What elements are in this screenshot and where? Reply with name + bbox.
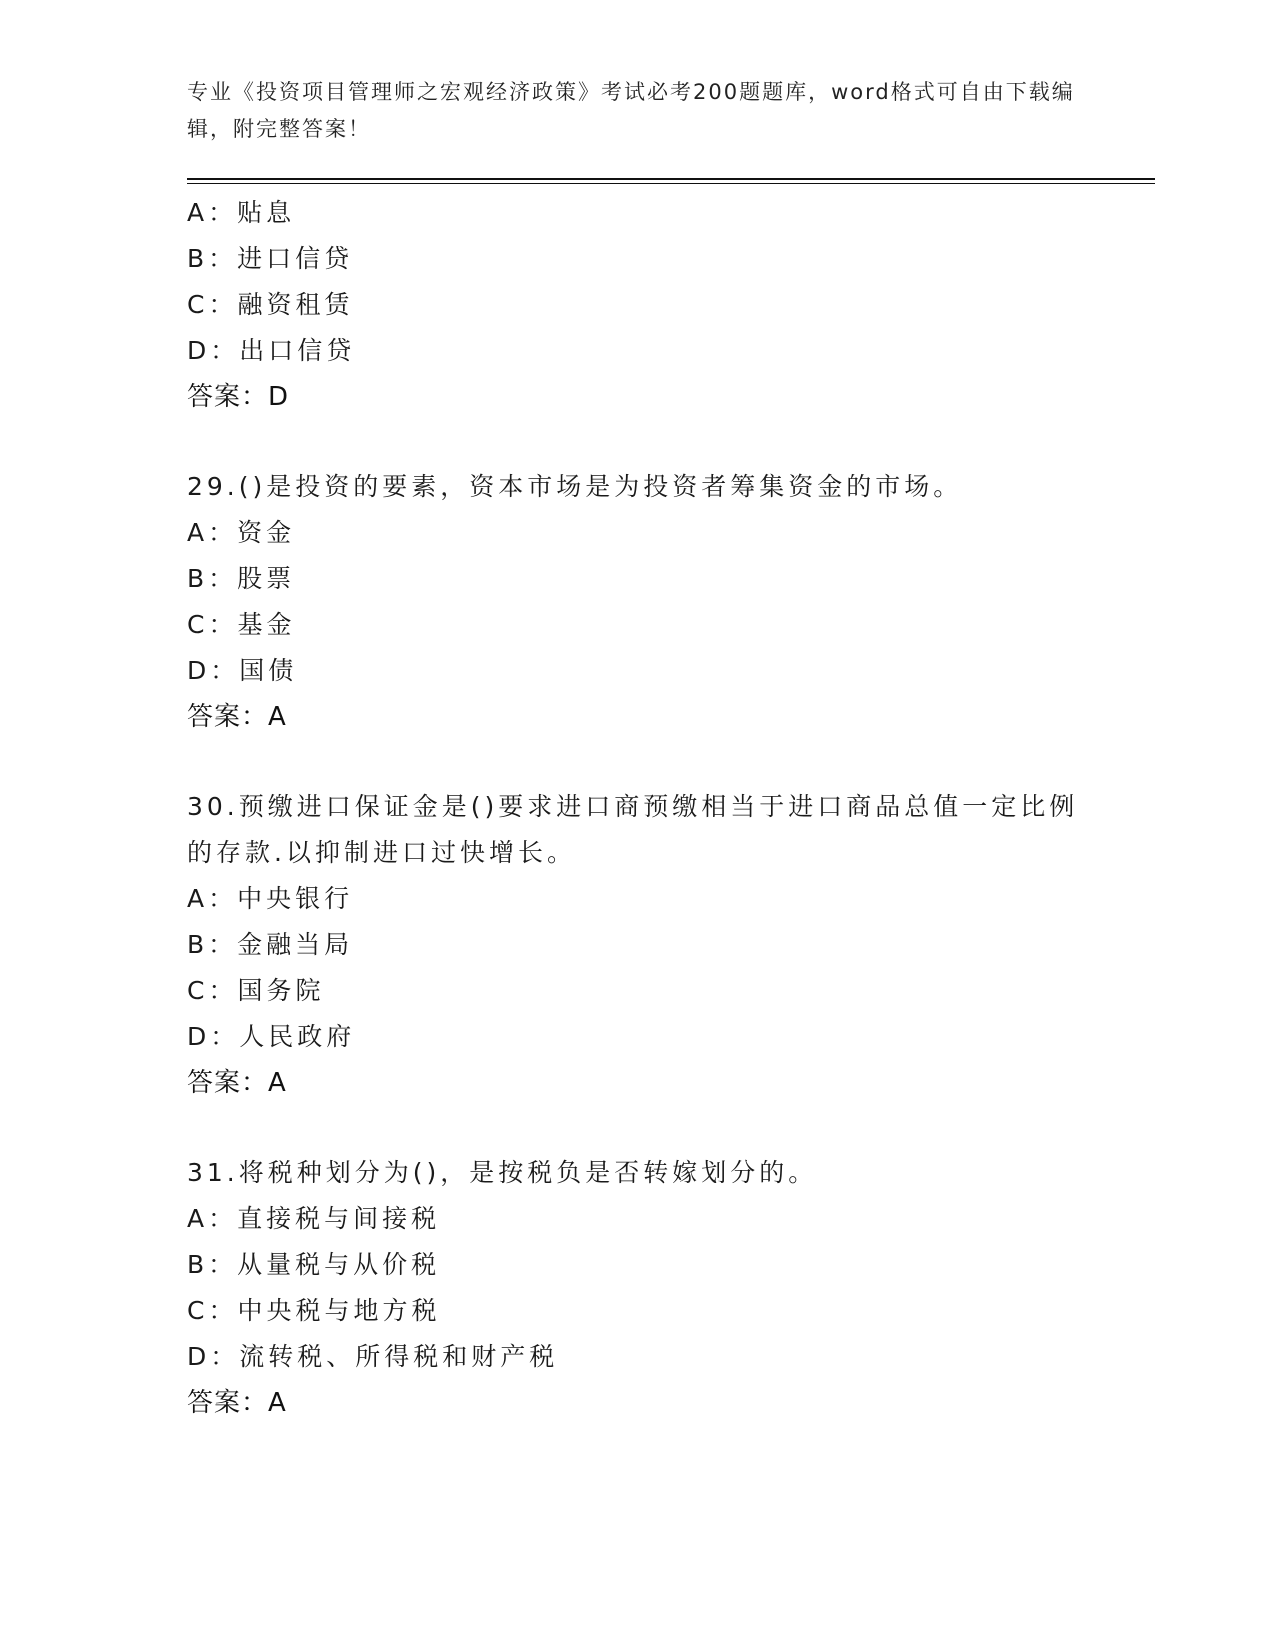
question-31 [187,1150,1087,1426]
option-b: B：金融当局 [187,930,354,959]
option-b: B：从量税与从价税 [187,1250,441,1279]
question-29 [187,464,1087,740]
answer: 答案：A [187,1388,287,1418]
question-stem: 29.()是投资的要素，资本市场是为投资者筹集资金的市场。 [187,472,963,501]
question-28 [187,190,1087,420]
header-rule-thin [187,183,1155,184]
option-a: A：贴息 [187,198,296,227]
question-stem: 30.预缴进口保证金是()要求进口商预缴相当于进口商品总值一定比例的存款.以抑制进口过快增长。 [187,792,1079,867]
option-d: D：国债 [187,656,298,685]
option-c: C：融资租赁 [187,290,354,319]
option-b: B：股票 [187,564,296,593]
option-a: A：直接税与间接税 [187,1204,441,1233]
option-c: C：基金 [187,610,296,639]
option-a: A：资金 [187,518,296,547]
answer: 答案：D [187,382,290,412]
answer: 答案：A [187,702,287,732]
answer: 答案：A [187,1068,287,1098]
option-c: C：国务院 [187,976,325,1005]
option-d: D：流转税、所得税和财产税 [187,1342,559,1371]
header-rule-thick [187,178,1155,180]
option-d: D：出口信贷 [187,336,356,365]
question-30 [187,784,1087,1106]
option-b: B：进口信贷 [187,244,354,273]
document-header: 专业《投资项目管理师之宏观经济政策》考试必考200题题库，word格式可自由下载编辑，附完整答案！ [187,80,1075,141]
option-a: A：中央银行 [187,884,354,913]
option-c: C：中央税与地方税 [187,1296,441,1325]
question-stem: 31.将税种划分为()，是按税负是否转嫁划分的。 [187,1158,818,1187]
option-d: D：人民政府 [187,1022,356,1051]
question-list [187,190,1087,1470]
